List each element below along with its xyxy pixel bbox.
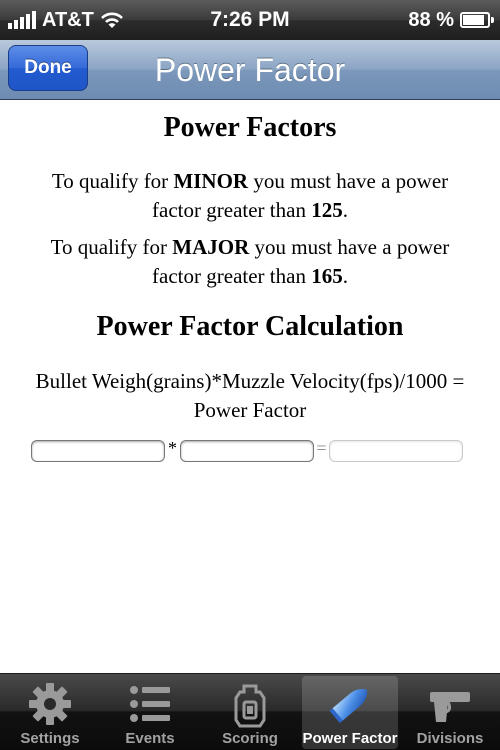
power-factors-heading: Power Factors xyxy=(163,112,337,143)
tab-power-factor[interactable] xyxy=(302,676,398,749)
done-button[interactable]: Done xyxy=(8,45,88,91)
gear-icon xyxy=(2,680,98,728)
calculator-row xyxy=(31,439,463,463)
list-icon xyxy=(102,680,198,728)
battery-percent: 88 % xyxy=(408,8,454,31)
bullet-icon xyxy=(302,680,398,728)
calculation-heading: Power Factor Calculation xyxy=(96,311,404,342)
page-title: Power Factor xyxy=(154,52,346,88)
status-bar xyxy=(0,0,500,40)
tab-label-settings: Settings xyxy=(20,730,80,747)
tab-label-power-factor: Power Factor xyxy=(302,730,398,747)
minor-requirement: To qualify for MINOR you must have a power factor greater than 125. xyxy=(51,169,449,222)
battery-group xyxy=(408,6,490,34)
minor-class-label: MINOR xyxy=(173,169,249,193)
navigation-bar xyxy=(0,40,500,100)
power-factor-result-field[interactable] xyxy=(329,440,463,462)
tab-label-events: Events xyxy=(125,730,175,747)
tab-events[interactable] xyxy=(102,676,198,749)
muzzle-velocity-input[interactable] xyxy=(180,440,314,462)
main-content xyxy=(0,101,500,673)
tab-bar xyxy=(0,673,500,750)
tab-settings[interactable] xyxy=(2,676,98,749)
tab-label-scoring: Scoring xyxy=(222,730,278,747)
battery-icon xyxy=(460,12,490,28)
multiply-sign: * xyxy=(168,438,177,458)
tab-label-divisions: Divisions xyxy=(416,730,484,747)
carrier-name: AT&T xyxy=(42,8,94,31)
equals-sign: = xyxy=(316,438,327,458)
minor-threshold-value: 125 xyxy=(311,198,343,222)
tab-scoring[interactable] xyxy=(202,676,298,749)
major-threshold-value: 165 xyxy=(311,264,343,288)
pistol-icon xyxy=(402,680,498,728)
clock: 7:26 PM xyxy=(210,8,290,31)
major-requirement: To qualify for MAJOR you must have a power factor greater than 165. xyxy=(50,235,450,288)
major-class-label: MAJOR xyxy=(172,235,250,259)
bullet-weight-input[interactable] xyxy=(31,440,165,462)
target-icon xyxy=(202,680,298,728)
formula-text: Bullet Weigh(grains)*Muzzle Velocity(fps)/1000 = Power Factor xyxy=(35,369,465,422)
tab-divisions[interactable] xyxy=(402,676,498,749)
